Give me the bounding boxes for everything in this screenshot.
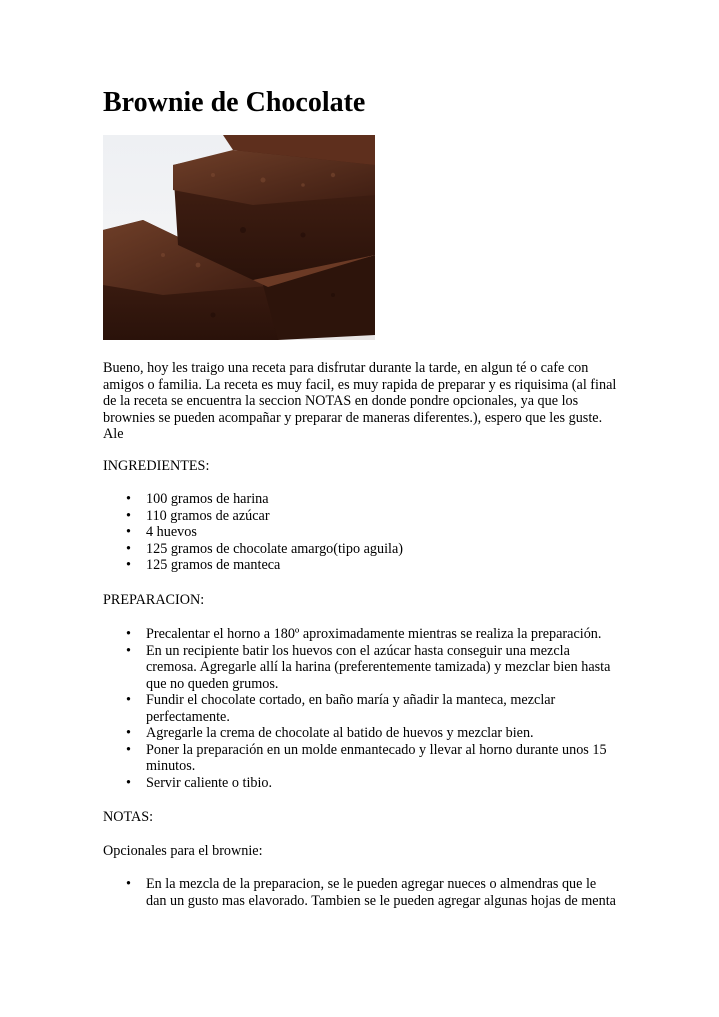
signature: Ale: [103, 426, 124, 442]
intro-block: [103, 360, 618, 443]
preparation-heading: PREPARACION:: [103, 592, 205, 608]
list-item: • En un recipiente batir los huevos con el azúcar hasta conseguir una mezcla cremosa. Agregarle allí la harina (preferentemente tamizada) y mezclar bien hasta que no queden grumos.: [103, 643, 618, 693]
brownie-image: [103, 135, 375, 340]
notes-list: [103, 876, 618, 909]
list-item: • 125 gramos de manteca: [103, 557, 618, 574]
page-title: Brownie de Chocolate: [103, 87, 366, 118]
brownie-photo: [103, 135, 375, 340]
list-item: • 100 gramos de harina: [103, 491, 618, 508]
list-item: • 125 gramos de chocolate amargo(tipo aguila): [103, 541, 618, 558]
list-item: • En la mezcla de la preparacion, se le pueden agregar nueces o almendras que le dan un gusto mas elavorado. Tambien se le pueden agregar algunas hojas de menta: [103, 876, 618, 909]
list-item: • 4 huevos: [103, 524, 618, 541]
notes-subheading: Opcionales para el brownie:: [103, 843, 263, 859]
list-item: • Fundir el chocolate cortado, en baño maría y añadir la manteca, mezclar perfectamente.: [103, 692, 618, 725]
ingredients-list: [103, 491, 618, 574]
list-item: • Precalentar el horno a 180º aproximadamente mientras se realiza la preparación.: [103, 626, 618, 643]
ingredients-heading: INGREDIENTES:: [103, 458, 210, 474]
list-item: • Servir caliente o tibio.: [103, 775, 618, 792]
list-item: • Agregarle la crema de chocolate al batido de huevos y mezclar bien.: [103, 725, 618, 742]
list-item: • 110 gramos de azúcar: [103, 508, 618, 525]
list-item: • Poner la preparación en un molde enmantecado y llevar al horno durante unos 15 minutos.: [103, 742, 618, 775]
preparation-list: [103, 626, 618, 791]
intro-paragraph: Bueno, hoy les traigo una receta para disfrutar durante la tarde, en algun té o cafe con amigos o familia. La receta es muy facil, es muy rapida de preparar y es riquisima (al final de la receta se encuentra la seccion NOTAS en donde pondre opcionales, ya que los brownies se pueden acompañar y preparar de maneras diferentes.), espero que les guste.: [103, 360, 617, 426]
notes-heading: NOTAS:: [103, 809, 154, 825]
